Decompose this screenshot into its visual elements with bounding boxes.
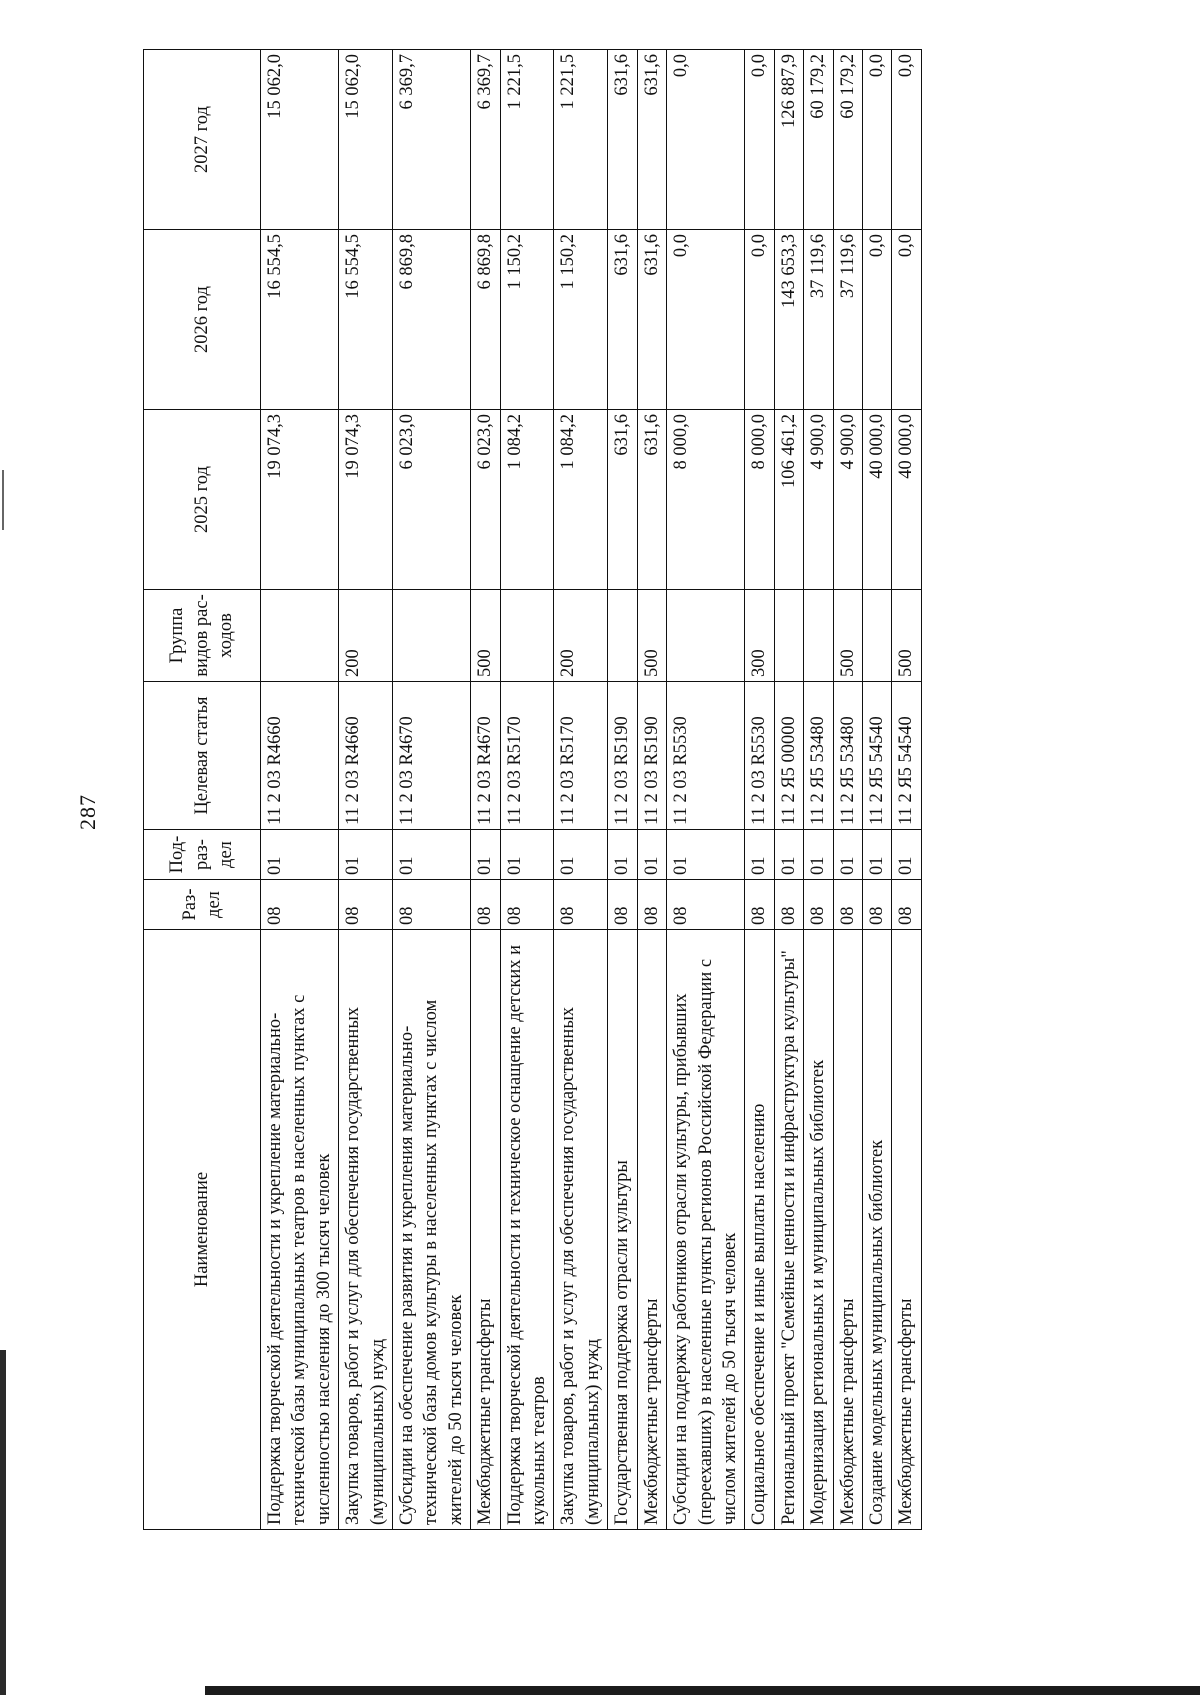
cell-podrazdel: 01 [339,830,393,880]
cell-name: Закупка товаров, работ и услуг для обеспечения государственных (муниципальных) нужд [554,930,608,1530]
cell-gruppa [393,590,471,682]
cell-2025: 8 000,0 [745,410,774,590]
table-row [745,50,774,1530]
header-podrazdel: Под-раз-дел [144,830,261,880]
cell-2026: 0,0 [745,230,774,410]
cell-podrazdel: 01 [500,830,554,880]
cell-celevaya-statya: 11 2 03 R4670 [471,682,500,830]
cell-2026: 37 119,6 [833,230,862,410]
cell-razdel: 08 [261,880,339,930]
header-celevaya-statya: Целевая статья [144,682,261,830]
cell-2027: 0,0 [667,50,745,230]
cell-2025: 6 023,0 [471,410,500,590]
cell-2025: 1 084,2 [554,410,608,590]
cell-gruppa [804,590,833,682]
cell-name: Субсидии на обеспечение развития и укрепления материально-технической базы домов культуры в населенных пунктах с числом жителей до 50 тысяч человек [393,930,471,1530]
cell-2026: 16 554,5 [339,230,393,410]
cell-razdel: 08 [833,880,862,930]
cell-2025: 4 900,0 [804,410,833,590]
cell-2027: 60 179,2 [833,50,862,230]
cell-2025: 40 000,0 [862,410,891,590]
cell-razdel: 08 [339,880,393,930]
cell-2026: 16 554,5 [261,230,339,410]
cell-2025: 40 000,0 [892,410,921,590]
cell-celevaya-statya: 11 2 03 R4670 [393,682,471,830]
header-2025: 2025 год [144,410,261,590]
cell-celevaya-statya: 11 2 03 R5530 [745,682,774,830]
cell-2025: 106 461,2 [774,410,803,590]
cell-podrazdel: 01 [892,830,921,880]
cell-podrazdel: 01 [745,830,774,880]
cell-name: Межбюджетные трансферты [471,930,500,1530]
cell-podrazdel: 01 [667,830,745,880]
scan-mark [2,470,4,530]
cell-name: Межбюджетные трансферты [637,930,666,1530]
cell-gruppa [667,590,745,682]
cell-2027: 15 062,0 [339,50,393,230]
table-row [554,50,608,1530]
cell-razdel: 08 [667,880,745,930]
cell-2027: 631,6 [637,50,666,230]
cell-2027: 1 221,5 [554,50,608,230]
cell-2025: 6 023,0 [393,410,471,590]
cell-celevaya-statya: 11 2 Я5 54540 [862,682,891,830]
cell-razdel: 08 [393,880,471,930]
cell-2027: 6 369,7 [471,50,500,230]
table-row [393,50,471,1530]
cell-gruppa: 200 [339,590,393,682]
cell-2026: 0,0 [892,230,921,410]
cell-podrazdel: 01 [804,830,833,880]
cell-razdel: 08 [500,880,554,930]
table-body [261,50,922,1530]
cell-2026: 1 150,2 [554,230,608,410]
cell-2026: 0,0 [667,230,745,410]
cell-celevaya-statya: 11 2 03 R5170 [500,682,554,830]
cell-razdel: 08 [608,880,637,930]
cell-2027: 6 369,7 [393,50,471,230]
cell-gruppa [608,590,637,682]
table-row [608,50,637,1530]
cell-name: Создание модельных муниципальных библиотек [862,930,891,1530]
cell-celevaya-statya: 11 2 03 R5530 [667,682,745,830]
cell-celevaya-statya: 11 2 03 R4660 [339,682,393,830]
cell-2026: 1 150,2 [500,230,554,410]
cell-podrazdel: 01 [862,830,891,880]
cell-gruppa [774,590,803,682]
cell-celevaya-statya: 11 2 03 R5170 [554,682,608,830]
cell-2027: 0,0 [892,50,921,230]
cell-2025: 4 900,0 [833,410,862,590]
cell-podrazdel: 01 [261,830,339,880]
table-row [892,50,921,1530]
cell-2026: 37 119,6 [804,230,833,410]
scan-edge-bottom [205,1686,1200,1695]
cell-celevaya-statya: 11 2 Я5 53480 [833,682,862,830]
cell-name: Социальное обеспечение и иные выплаты населению [745,930,774,1530]
table-row [667,50,745,1530]
cell-name: Закупка товаров, работ и услуг для обеспечения государственных (муниципальных) нужд [339,930,393,1530]
cell-name: Поддержка творческой деятельности и техническое оснащение детских и кукольных театров [500,930,554,1530]
cell-razdel: 08 [554,880,608,930]
cell-2026: 631,6 [637,230,666,410]
cell-celevaya-statya: 11 2 03 R5190 [608,682,637,830]
table-row [637,50,666,1530]
cell-celevaya-statya: 11 2 Я5 54540 [892,682,921,830]
cell-2026: 0,0 [862,230,891,410]
cell-gruppa: 500 [637,590,666,682]
cell-podrazdel: 01 [471,830,500,880]
header-name: Наименование [144,930,261,1530]
cell-2025: 8 000,0 [667,410,745,590]
cell-gruppa: 500 [833,590,862,682]
rotated-table-container [143,50,922,1530]
cell-podrazdel: 01 [608,830,637,880]
cell-gruppa: 500 [892,590,921,682]
cell-gruppa: 200 [554,590,608,682]
header-razdel: Раз-дел [144,880,261,930]
cell-podrazdel: 01 [833,830,862,880]
cell-celevaya-statya: 11 2 03 R4660 [261,682,339,830]
table-row [261,50,339,1530]
cell-2027: 126 887,9 [774,50,803,230]
table-row [774,50,803,1530]
cell-2025: 1 084,2 [500,410,554,590]
cell-podrazdel: 01 [393,830,471,880]
budget-table [143,49,922,1530]
page-number: 287 [75,794,100,830]
cell-podrazdel: 01 [554,830,608,880]
cell-2027: 1 221,5 [500,50,554,230]
cell-gruppa [862,590,891,682]
cell-2025: 631,6 [637,410,666,590]
cell-razdel: 08 [892,880,921,930]
cell-razdel: 08 [471,880,500,930]
cell-2027: 0,0 [745,50,774,230]
table-row [833,50,862,1530]
header-gruppa: Группа видов рас-ходов [144,590,261,682]
cell-2026: 631,6 [608,230,637,410]
cell-gruppa [500,590,554,682]
cell-name: Модернизация региональных и муниципальных библиотек [804,930,833,1530]
cell-2025: 19 074,3 [339,410,393,590]
cell-razdel: 08 [637,880,666,930]
table-row [804,50,833,1530]
table-header-row [144,50,261,1530]
cell-2027: 60 179,2 [804,50,833,230]
cell-name: Субсидии на поддержку работников отрасли культуры, прибывших (переехавших) в населенные пункты регионов Российской Федерации с числом жителей до 50 тысяч человек [667,930,745,1530]
cell-podrazdel: 01 [774,830,803,880]
cell-name: Поддержка творческой деятельности и укрепление материально-технической базы муниципальных театров в населенных пунктах с численностью населения до 300 тысяч человек [261,930,339,1530]
cell-name: Региональный проект "Семейные ценности и инфраструктура культуры" [774,930,803,1530]
cell-celevaya-statya: 11 2 03 R5190 [637,682,666,830]
table-row [471,50,500,1530]
cell-name: Государственная поддержка отрасли культуры [608,930,637,1530]
header-2026: 2026 год [144,230,261,410]
cell-2027: 631,6 [608,50,637,230]
cell-razdel: 08 [862,880,891,930]
scan-edge-left [0,1350,6,1695]
cell-2025: 19 074,3 [261,410,339,590]
cell-2026: 143 653,3 [774,230,803,410]
table-row [500,50,554,1530]
cell-celevaya-statya: 11 2 Я5 00000 [774,682,803,830]
table-row [862,50,891,1530]
cell-name: Межбюджетные трансферты [892,930,921,1530]
header-2027: 2027 год [144,50,261,230]
cell-2027: 15 062,0 [261,50,339,230]
cell-2026: 6 869,8 [393,230,471,410]
cell-gruppa: 500 [471,590,500,682]
cell-podrazdel: 01 [637,830,666,880]
cell-gruppa: 300 [745,590,774,682]
cell-celevaya-statya: 11 2 Я5 53480 [804,682,833,830]
table-row [339,50,393,1530]
cell-razdel: 08 [745,880,774,930]
cell-2027: 0,0 [862,50,891,230]
cell-gruppa [261,590,339,682]
cell-razdel: 08 [804,880,833,930]
cell-2025: 631,6 [608,410,637,590]
cell-name: Межбюджетные трансферты [833,930,862,1530]
cell-2026: 6 869,8 [471,230,500,410]
cell-razdel: 08 [774,880,803,930]
